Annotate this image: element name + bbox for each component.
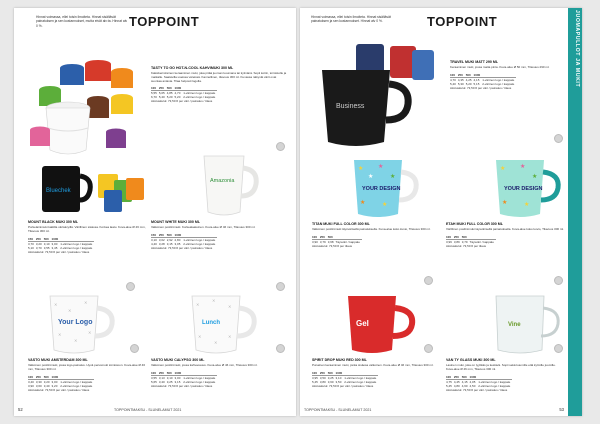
qty-header: 100 <box>28 375 36 380</box>
mug-blue-small <box>104 190 122 212</box>
price-table <box>28 375 94 388</box>
price-table <box>446 375 512 388</box>
hot-n-cool-mugs-image <box>28 50 146 170</box>
svg-text:★: ★ <box>360 200 366 206</box>
price-cell: 3,55 <box>43 245 50 250</box>
price-cell: 5,20 <box>166 95 173 100</box>
spirit-drop-red-mug-image <box>342 292 426 356</box>
price-cell: 3,10 <box>166 375 173 380</box>
svg-text:★: ★ <box>390 174 396 180</box>
price-label: 1-värinen logo / kappale <box>478 379 511 384</box>
price-cell: 3,10 <box>43 241 50 246</box>
svg-text:✕: ✕ <box>68 308 72 313</box>
setup-cost: Aloituskulut: 73,50 € per väri / painatus / tilaus <box>312 383 374 388</box>
price-cell: 4,85 <box>166 91 173 96</box>
mug-white-handle <box>241 168 256 196</box>
price-label: 2-värinen logo / kappale <box>183 379 216 384</box>
product-badge <box>424 344 433 353</box>
price-cell: 3,20 <box>43 379 50 384</box>
price-cell: 5,30 <box>457 81 464 86</box>
product-title: TASTY TO GO HOT-N-COOL KAHVIMUKI 300 ML <box>151 66 234 70</box>
product-badge <box>554 344 563 353</box>
price-row <box>28 379 94 384</box>
setup-cost: Aloituskulut: 73,50 € per väri / painatus / tilaus <box>446 387 508 392</box>
price-label: 1-värinen logo / kappale <box>183 237 216 242</box>
price-cell: 3,89 <box>453 239 460 244</box>
page-footer: TOPPOINTMAKSU - SLUNELAMUT 2021 <box>114 408 182 412</box>
product-badge <box>130 344 139 353</box>
mug-handle <box>541 172 558 200</box>
mug-pink <box>30 130 50 146</box>
price-cell: 3,80 <box>319 379 326 384</box>
product-badge <box>424 276 433 285</box>
qty-header: 500 <box>44 237 52 242</box>
price-cell: 3,20 <box>35 241 42 246</box>
mug-white-body <box>204 156 244 215</box>
price-cell: 4,80 <box>453 383 460 388</box>
mount-black-mugs-image <box>38 160 148 220</box>
mug-red-handle <box>393 308 412 336</box>
price-table <box>312 371 378 384</box>
product-badge <box>276 142 285 151</box>
price-cell: 3,25 <box>327 375 334 380</box>
qty-header: 1000 <box>335 370 343 375</box>
price-cell: 3,70 <box>28 241 34 246</box>
price-cell: 5,20 <box>174 95 181 100</box>
price-cell: 3,02 <box>158 237 165 242</box>
price-cell: 3,79 <box>319 239 326 244</box>
left-page <box>14 8 296 416</box>
mug-handle <box>399 172 416 200</box>
product-desc: Valkoinen posliinimuki täysvärisellä painatuksella. Kuva-alue koko kuvio, Tilavuus 300 ml. <box>312 227 431 231</box>
product-title: MOUNT WHITE MUKI 300 ML <box>151 220 201 224</box>
svg-text:★: ★ <box>368 174 374 180</box>
product-etah <box>446 222 564 249</box>
price-table <box>151 86 217 99</box>
price-table <box>28 237 94 250</box>
mug-blue <box>412 50 434 80</box>
qty-header: 1000 <box>174 370 182 375</box>
qty-header: 500 <box>167 371 175 376</box>
mug-logo: Vine <box>508 322 521 328</box>
product-titan <box>312 222 436 249</box>
product-title: TITAN MUKI FULL COLOR 300 ML <box>312 222 370 226</box>
qty-header: 250 <box>36 237 44 242</box>
qty-header: 250 <box>454 375 462 380</box>
titan-full-color-mug-image <box>348 156 428 220</box>
product-desc: Lasinen muki, joka on tyylikäs ja kestävä. Sopii sekä kuumille että kylmille juomille. Kuva-alue Ø 46 mm, Tilavuus 300 ml. <box>446 363 556 371</box>
price-cell: 4,25 <box>465 77 472 82</box>
right-page <box>300 8 582 416</box>
svg-text:★: ★ <box>358 166 364 172</box>
mount-white-mug-image <box>196 152 266 220</box>
price-cell: 3,00 <box>174 375 181 380</box>
product-badge <box>276 344 285 353</box>
qty-header: 500 <box>167 233 175 238</box>
qty-header: 500 <box>44 375 52 380</box>
price-cell: 3,50 <box>319 375 326 380</box>
price-label: 2-värinen logo / kappale <box>183 95 216 100</box>
svg-text:✕: ✕ <box>88 330 92 335</box>
qty-header: 250 <box>454 235 462 240</box>
svg-text:★: ★ <box>502 200 508 206</box>
qty-header: 100 <box>450 73 458 78</box>
price-table <box>312 235 362 244</box>
product-badge <box>554 276 563 285</box>
mug-blue <box>60 68 84 85</box>
qty-header: 500 <box>328 371 336 376</box>
price-cell: 3,40 <box>158 379 165 384</box>
svg-text:✕: ✕ <box>84 300 88 305</box>
svg-text:✕: ✕ <box>74 338 78 343</box>
price-row <box>446 384 512 388</box>
mug-logo: Gel <box>356 319 369 328</box>
product-glass <box>446 358 564 392</box>
qty-header: 500 <box>328 235 336 240</box>
price-cell: 5,65 <box>151 379 157 384</box>
qty-header: 100 <box>446 375 454 380</box>
price-cell: 5,45 <box>446 383 452 388</box>
price-cell: 3,10 <box>335 375 342 380</box>
price-table <box>446 235 496 244</box>
svg-text:✕: ✕ <box>196 302 200 307</box>
price-cell: 4,45 <box>453 379 460 384</box>
page-footer: TOPPOINTMAKSU - SLUNELAMUT 2021 <box>304 408 372 412</box>
price-label: 2-värinen logo / kappale <box>183 241 216 246</box>
price-cell: 3,79 <box>461 239 468 244</box>
mug-logo: Your Logo <box>58 319 93 326</box>
svg-text:★: ★ <box>532 174 538 180</box>
price-cell: 4,40 <box>151 241 157 246</box>
product-desc: Punainen keraaminen muki, jonka sisäosa valkoinen. Kuva-alue Ø 46 mm, Tilavuus 300 ml. <box>312 363 434 367</box>
product-calypso <box>151 358 287 389</box>
price-cell: 3,30 <box>35 379 42 384</box>
svg-text:✕: ✕ <box>228 304 232 309</box>
product-travel-matt <box>450 60 562 91</box>
price-cell: 3,20 <box>51 383 58 388</box>
price-label: 2-värinen logo / kappale <box>344 379 377 384</box>
price-cell: 3,40 <box>43 383 50 388</box>
qty-header: 1000 <box>174 86 182 91</box>
qty-header: 250 <box>159 233 167 238</box>
calypso-mug-image <box>186 292 266 356</box>
price-cell: 4,15 <box>473 77 480 82</box>
setup-cost: Aloituskulut: 73,50 € per tilaus <box>312 243 353 248</box>
svg-text:✕: ✕ <box>214 340 218 345</box>
price-cell: 3,45 <box>51 245 58 250</box>
price-cell: 3,25 <box>166 379 173 384</box>
product-mount-black <box>28 220 146 254</box>
price-label: 1-värinen logo / kappale <box>60 379 93 384</box>
price-label: Täysväri / kappale <box>469 239 494 244</box>
qty-header: 100 <box>151 371 159 376</box>
price-cell: 4,60 <box>461 383 468 388</box>
product-badge <box>554 134 563 143</box>
price-cell: 4,70 <box>450 77 456 82</box>
price-cell: 3,68 <box>327 239 334 244</box>
intro-text: Hinnat voimassa, ellei toisin ilmoiteta. Hinnat sisältävät painatuksen ja sen kustannukset. Hinnat alv 0 %. <box>311 15 391 24</box>
price-cell: 3,00 <box>51 241 58 246</box>
mug-white-handle <box>237 308 254 336</box>
price-cell: 3,28 <box>158 241 165 246</box>
svg-text:★: ★ <box>382 202 388 208</box>
mug-logo: YOUR DESIGN <box>362 186 401 192</box>
svg-text:✕: ✕ <box>58 332 62 337</box>
product-title: TRAVEL MUKI MATT 290 ML <box>450 60 499 64</box>
svg-text:✕: ✕ <box>212 298 216 303</box>
qty-header: 1000 <box>51 236 59 241</box>
price-cell: 3,99 <box>446 239 452 244</box>
intro-text: Hinnat voimassa, ellei toisin ilmoiteta. Hinnat sisältävät painatuksen ja sen kustannukset, mutta eivät alv:ta. Hinnat alv 0 %. <box>36 15 128 28</box>
price-label: 2-värinen logo / kappale <box>482 81 515 86</box>
setup-cost: Aloituskulut: 73,50 € per väri / painatus / tilaus <box>28 249 90 254</box>
price-cell: 5,40 <box>158 95 165 100</box>
mug-white-handle <box>95 308 112 336</box>
mug-black-handle <box>80 176 90 200</box>
price-table <box>450 73 516 86</box>
price-cell: 3,60 <box>327 379 334 384</box>
price-cell: 6,70 <box>151 95 157 100</box>
product-title: SPIRIT DROP MUKI RED 300 ML <box>312 358 367 362</box>
svg-text:★: ★ <box>378 164 384 170</box>
price-label: Täysväri / kappale <box>335 239 360 244</box>
price-cell: 3,10 <box>151 237 157 242</box>
qty-header: 100 <box>312 235 320 240</box>
price-cell: 2,92 <box>166 237 173 242</box>
price-cell: 3,50 <box>335 379 342 384</box>
price-label: 1-värinen logo / kappale <box>344 375 377 380</box>
price-cell: 5,40 <box>450 81 456 86</box>
price-row <box>446 379 512 384</box>
product-desc: Kaksikerroksinen keraaminen muki, joka pitää juoman kuumana tai kylmänä. Sopii kotiin, toimistolle ja matkalle. Saatavilla useissa väreissä. Kannellinen, tilavuus 300 ml. Kuvassa näkyvät värit ovat suuntaa antavia. Tilaa helposti logolla. <box>151 71 287 83</box>
price-table <box>151 233 217 246</box>
product-hot-n-cool <box>151 66 287 104</box>
qty-header: 500 <box>462 375 470 380</box>
product-amsterdam <box>28 358 146 392</box>
qty-header: 500 <box>466 73 474 78</box>
price-label: 2-värinen logo / kappale <box>478 383 511 388</box>
brand-logo: TOPPOINT <box>129 14 200 29</box>
etah-full-color-mug-image <box>490 156 570 220</box>
qty-header: 250 <box>159 371 167 376</box>
price-label: 2-värinen logo / kappale <box>60 245 93 250</box>
price-cell: 5,20 <box>465 81 472 86</box>
svg-text:★: ★ <box>524 202 530 208</box>
product-desc: Värillinen posliinimuki täysvärisellä painatuksella. Kuva-alue koko kuvio, Tilavuus 300 ml. <box>446 227 564 231</box>
brand-logo: TOPPOINT <box>427 14 498 29</box>
qty-header: 250 <box>159 86 167 91</box>
mug-logo: Lunch <box>202 320 220 326</box>
product-title: MOUNT BLACK MUKI 300 ML <box>28 220 79 224</box>
svg-text:✕: ✕ <box>228 334 232 339</box>
price-cell: 4,15 <box>461 379 468 384</box>
price-cell: 3,90 <box>28 383 34 388</box>
qty-header: 150 <box>151 233 159 238</box>
travel-matt-mugs-image <box>312 42 442 150</box>
category-side-tab <box>568 8 582 416</box>
qty-header: 1000 <box>469 374 477 379</box>
qty-header: 1000 <box>174 232 182 237</box>
mug-orange-small <box>126 178 144 200</box>
mug-brown <box>87 100 109 118</box>
price-cell: 3,60 <box>35 383 42 388</box>
price-cell: 5,45 <box>312 379 318 384</box>
price-cell: 3,95 <box>312 375 318 380</box>
mug-logo: Business <box>336 103 365 110</box>
price-cell: 5,15 <box>473 81 480 86</box>
price-cell: 3,55 <box>151 375 157 380</box>
price-cell: 5,10 <box>28 245 34 250</box>
qty-header: 1000 <box>51 374 59 379</box>
qty-header: 250 <box>458 73 466 78</box>
price-row <box>28 246 94 250</box>
mug-red <box>85 64 111 81</box>
price-cell: 3,90 <box>312 239 318 244</box>
qty-header: 100 <box>446 235 454 240</box>
price-label: 1-värinen logo / kappale <box>183 375 216 380</box>
qty-header: 500 <box>462 235 470 240</box>
price-cell: 5,05 <box>158 91 165 96</box>
price-label: 2-värinen logo / kappale <box>60 383 93 388</box>
qty-header: 500 <box>167 86 175 91</box>
price-cell: 4,05 <box>469 379 476 384</box>
category-label: JUOMAPULLOT JA MUKIT <box>574 10 580 88</box>
price-cell: 2,80 <box>174 237 181 242</box>
page-number: 53 <box>559 407 564 412</box>
price-cell: 3,15 <box>174 379 181 384</box>
qty-header: 1000 <box>473 72 481 77</box>
setup-cost: Aloituskulut: 73,50 € per väri / painatus / tilaus <box>28 387 90 392</box>
setup-cost: Aloituskulut: 73,50 € per väri / painatus / tilaus <box>151 99 213 104</box>
product-badge <box>126 282 135 291</box>
price-cell: 3,00 <box>51 379 58 384</box>
price-cell: 4,75 <box>446 379 452 384</box>
setup-cost: Aloituskulut: 73,50 € per väri / painatus / tilaus <box>151 245 213 250</box>
price-cell: 3,40 <box>28 379 34 384</box>
product-desc: Valkoinen posliinimuki. Korkealaatuinen. Kuva-alue Ø 46 mm, Tilavuus 300 ml. <box>151 225 256 229</box>
product-title: VAN TY GLASS MUKI 300 ML <box>446 358 496 362</box>
setup-cost: Aloituskulut: 73,50 € per väri / painatus / tilaus <box>450 85 512 90</box>
price-cell: 4,35 <box>457 77 464 82</box>
product-desc: Valkoinen posliinimuki, jossa kahvaosuus. Kuva-alue Ø 46 mm, Tilavuus 300 ml. <box>151 363 258 367</box>
qty-header: 250 <box>36 375 44 380</box>
mug-purple <box>106 132 126 148</box>
product-title: VASTO MUKI CALYPSO 300 ML <box>151 358 205 362</box>
product-title: ETAH MUKI FULL COLOR 300 ML <box>446 222 503 226</box>
qty-header: 100 <box>151 86 159 91</box>
svg-text:✕: ✕ <box>198 334 202 339</box>
svg-text:✕: ✕ <box>54 302 58 307</box>
mug-logo: YOUR DESIGN <box>504 186 543 192</box>
price-cell: 3,70 <box>35 245 42 250</box>
product-title: VASTO MUKI AMSTERDAM 300 ML <box>28 358 88 362</box>
amsterdam-mug-image <box>44 292 124 356</box>
product-desc: Valkoinen posliinimuki, jossa logo-painatus. Hyvä perusmuki toimistoon. Kuva-alue Ø 46 mm, Tilavuus 300 ml. <box>28 363 146 371</box>
page-number: 52 <box>18 407 23 412</box>
price-row <box>28 241 94 246</box>
product-badge <box>276 282 285 291</box>
price-table <box>151 371 217 384</box>
product-desc: Porkelainimuki kaikilla värisävyillä. Värillinen sisäosa. Korkea laatu. Kuva-alue Ø 46 mm, Tilavuus 300 ml. <box>28 225 146 233</box>
price-cell: 5,55 <box>151 91 157 96</box>
price-label: 1-värinen logo / kappale <box>183 91 216 96</box>
mug-logo: Bluechek <box>46 188 71 194</box>
product-mount-white <box>151 220 287 251</box>
mug-logo: Amazonia <box>210 178 235 184</box>
price-cell: 4,50 <box>469 383 476 388</box>
price-cell: 4,70 <box>174 91 181 96</box>
product-desc: Keraaminen muki, jossa matta pinta. Kuva-alue Ø 50 mm, Tilavuus 290 ml. <box>450 65 550 69</box>
mug-orange <box>111 72 133 88</box>
price-label: 1-värinen logo / kappale <box>482 77 515 82</box>
price-cell: 3,05 <box>174 241 181 246</box>
price-cell: 3,13 <box>158 375 165 380</box>
qty-header: 150 <box>28 237 36 242</box>
qty-header: 250 <box>320 235 328 240</box>
svg-text:★: ★ <box>520 164 526 170</box>
setup-cost: Aloituskulut: 73,50 € per väri / painatus / tilaus <box>151 383 213 388</box>
product-spirit-drop <box>312 358 436 389</box>
price-row <box>28 384 94 388</box>
mug-yellow <box>111 98 133 114</box>
price-cell: 3,15 <box>166 241 173 246</box>
mug-black-handle <box>386 84 408 120</box>
qty-header: 100 <box>312 371 320 376</box>
setup-cost: Aloituskulut: 73,50 € per tilaus <box>446 243 487 248</box>
svg-text:★: ★ <box>500 166 506 172</box>
price-label: 1-värinen logo / kappale <box>60 241 93 246</box>
qty-header: 250 <box>320 371 328 376</box>
